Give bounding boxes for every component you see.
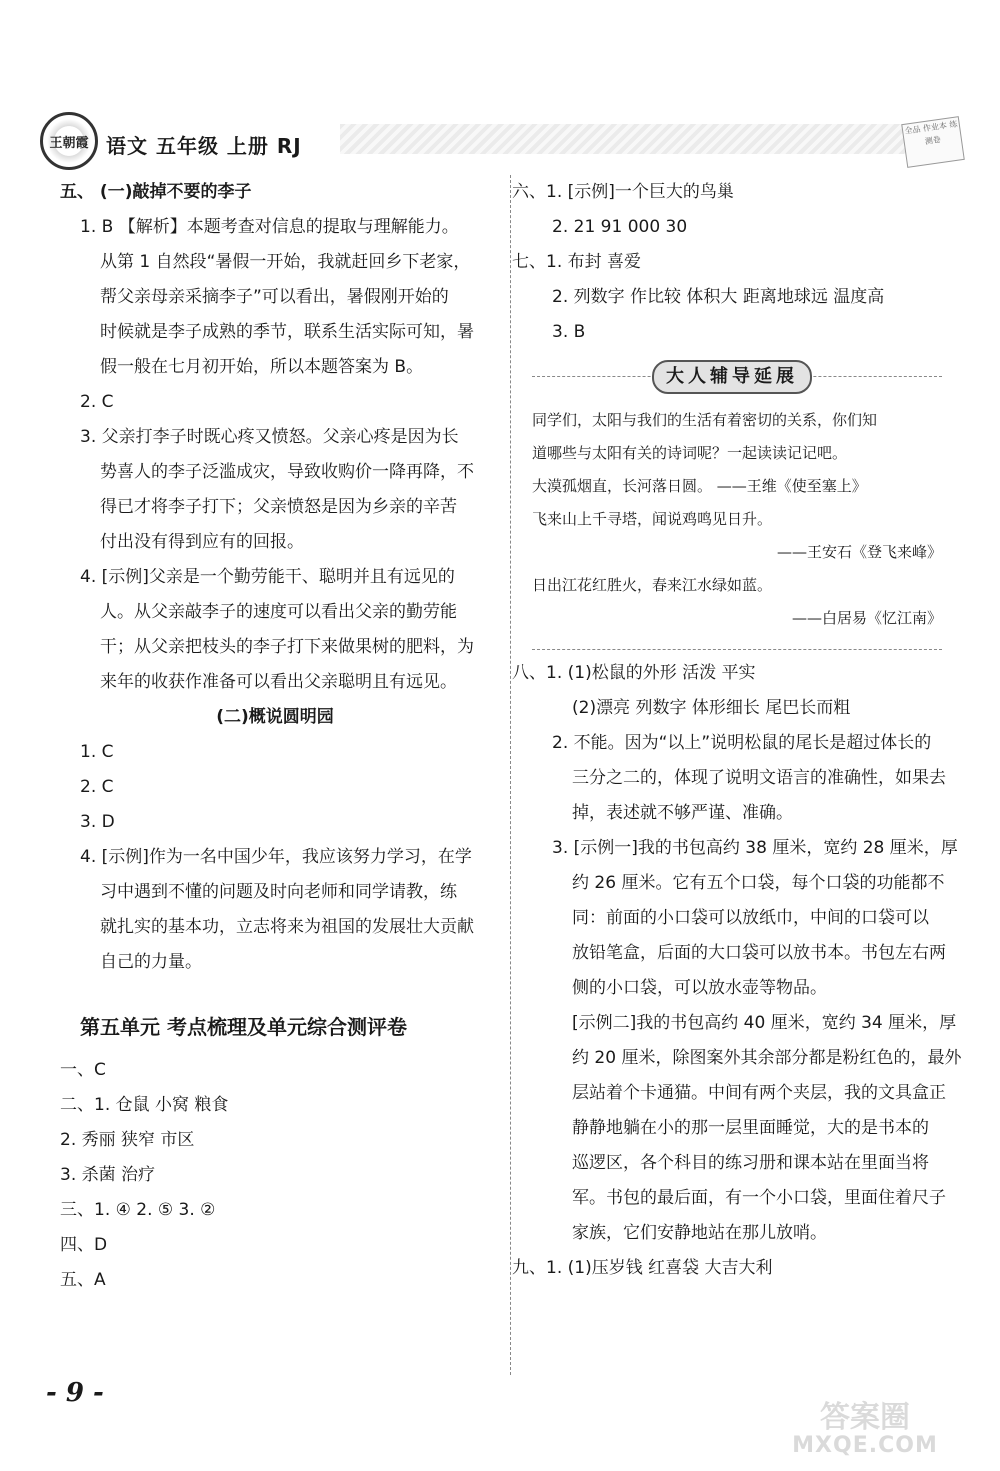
- answer-line: 三分之二的，体现了说明文语言的准确性，如果去: [572, 768, 946, 788]
- answer-line: 约 20 厘米，除图案外其余部分都是粉红色的，最外: [572, 1048, 962, 1068]
- answer-line: 六、1. [示例]一个巨大的鸟巢: [512, 182, 734, 202]
- answer-line: 层站着个卡通猫。中间有两个夹层，我的文具盒正: [572, 1083, 946, 1103]
- watermark: [760, 1401, 970, 1463]
- answer-line: 自己的力量。: [100, 952, 202, 972]
- extension-line: 大漠孤烟直，长河落日圆。 ——王维《使至塞上》: [532, 477, 867, 495]
- extension-line: 同学们，太阳与我们的生活有着密切的关系，你们知: [532, 411, 878, 429]
- answer-line: 静静地躺在小的那一层里面睡觉，大的是书本的: [572, 1118, 929, 1138]
- answer-line: 时候就是李子成熟的季节，联系生活实际可知，暑: [100, 322, 474, 342]
- publisher-logo: 王朝霞: [40, 112, 98, 170]
- answer-line: 来年的收获作准备可以看出父亲聪明且有远见。: [100, 672, 457, 692]
- answer-line: 一、C: [60, 1060, 106, 1080]
- answer-line: 五、 (一)敲掉不要的李子: [60, 182, 252, 202]
- extension-label: 大人辅导延展: [652, 360, 812, 394]
- answer-line: (二)概说圆明园: [216, 707, 334, 727]
- extension-line: 飞来山上千寻塔，闻说鸡鸣见日升。: [532, 510, 773, 528]
- unit-title: 第五单元 考点梳理及单元综合测评卷: [80, 1015, 407, 1039]
- answer-line: 从第 1 自然段“暑假一开始，我就赶回乡下老家，: [100, 252, 471, 272]
- right-answers-bottom: [512, 656, 962, 1286]
- answer-line: 2. 不能。因为“以上”说明松鼠的尾长是超过体长的: [552, 733, 932, 753]
- extension-content: [512, 404, 942, 635]
- unit-answers: [60, 1053, 490, 1298]
- answer-line: 干；从父亲把枝头的李子打下来做果树的肥料，为: [100, 637, 474, 657]
- answer-line: 军。书包的最后面，有一个小口袋，里面住着尺子: [572, 1188, 946, 1208]
- answer-line: 七、1. 布封 喜爱: [512, 252, 642, 272]
- right-answers-top: [512, 175, 942, 350]
- answer-line: 4. [示例]父亲是一个勤劳能干、聪明并且有远见的: [80, 567, 455, 587]
- answer-line: 放铅笔盒，后面的大口袋可以放书本。书包左右两: [572, 943, 946, 963]
- answer-line: 3. B: [552, 322, 586, 342]
- extension-line: ——王安石《登飞来峰》: [776, 543, 942, 561]
- answer-line: 习中遇到不懂的问题及时向老师和同学请教，练: [100, 882, 457, 902]
- left-answers: [60, 175, 490, 980]
- answer-line: 1. B 【解析】本题考查对信息的提取与理解能力。: [80, 217, 459, 237]
- extension-end-rule: [532, 649, 942, 650]
- answer-line: 2. 列数字 作比较 体积大 距离地球远 温度高: [552, 287, 885, 307]
- extension-header: [512, 356, 942, 396]
- answer-line: 就扎实的基本功，立志将来为祖国的发展壮大贡献: [100, 917, 474, 937]
- header-decoration: [340, 124, 940, 154]
- answer-line: 三、1. ④ 2. ⑤ 3. ②: [60, 1200, 216, 1220]
- answer-line: 付出没有得到应有的回报。: [100, 532, 304, 552]
- extension-line: ——白居易《忆江南》: [791, 609, 942, 627]
- answer-line: 2. 21 91 000 30: [552, 217, 688, 237]
- watermark-logo: 答案圈: [820, 1400, 910, 1435]
- extension-line: 道哪些与太阳有关的诗词呢？一起读读记记吧。: [532, 444, 848, 462]
- answer-line: [示例二]我的书包高约 40 厘米，宽约 34 厘米，厚: [572, 1013, 957, 1033]
- answer-line: 得已才将李子打下；父亲愤怒是因为乡亲的辛苦: [100, 497, 457, 517]
- answer-line: 人。从父亲敲李子的速度可以看出父亲的勤劳能: [100, 602, 457, 622]
- answer-line: 八、1. (1)松鼠的外形 活泼 平实: [512, 663, 756, 683]
- answer-line: 四、D: [60, 1235, 108, 1255]
- answer-line: 掉，表述就不够严谨、准确。: [572, 803, 793, 823]
- answer-line: 2. C: [80, 392, 114, 412]
- answer-line: 约 26 厘米。它有五个口袋，每个口袋的功能都不: [572, 873, 945, 893]
- column-divider: [510, 175, 511, 1375]
- answer-line: 2. 秀丽 狭窄 市区: [60, 1130, 195, 1150]
- answer-line: 势喜人的李子泛滥成灾，导致收购价一降再降，不: [100, 462, 474, 482]
- answer-line: 3. 父亲打李子时既心疼又愤怒。父亲心疼是因为长: [80, 427, 459, 447]
- answer-line: 1. C: [80, 742, 114, 762]
- answer-line: 巡逻区，各个科目的练习册和课本站在里面当将: [572, 1153, 929, 1173]
- page-header: [40, 112, 970, 174]
- answer-line: 4. [示例]作为一名中国少年，我应该努力学习，在学: [80, 847, 472, 867]
- answer-line: 五、A: [60, 1270, 106, 1290]
- answer-line: 帮父亲母亲采摘李子”可以看出，暑假刚开始的: [100, 287, 449, 307]
- left-column: [60, 175, 490, 1298]
- answer-line: 同：前面的小口袋可以放纸巾，中间的口袋可以: [572, 908, 929, 928]
- book-icon: 全品 作业本 练测卷: [901, 116, 965, 168]
- right-column: [512, 175, 962, 1286]
- answer-line: 2. C: [80, 777, 114, 797]
- subject-title: 语文 五年级 上册 RJ: [106, 134, 302, 158]
- answer-line: 二、1. 仓鼠 小窝 粮食: [60, 1095, 229, 1115]
- answer-line: 假一般在七月初开始，所以本题答案为 B。: [100, 357, 424, 377]
- answer-line: 九、1. (1)压岁钱 红喜袋 大吉大利: [512, 1258, 773, 1278]
- answer-line: (2)漂亮 列数字 体形细长 尾巴长而粗: [572, 698, 851, 718]
- answer-line: 3. [示例一]我的书包高约 38 厘米，宽约 28 厘米，厚: [552, 838, 958, 858]
- answer-line: 3. D: [80, 812, 115, 832]
- answer-line: 侧的小口袋，可以放水壶等物品。: [572, 978, 827, 998]
- extension-line: 日出江花红胜火，春来江水绿如蓝。: [532, 576, 773, 594]
- page-number: - 9 -: [46, 1378, 104, 1408]
- answer-line: 家族，它们安静地站在那儿放哨。: [572, 1223, 827, 1243]
- watermark-url: MXQE.COM: [792, 1433, 938, 1458]
- answer-line: 3. 杀菌 治疗: [60, 1165, 156, 1185]
